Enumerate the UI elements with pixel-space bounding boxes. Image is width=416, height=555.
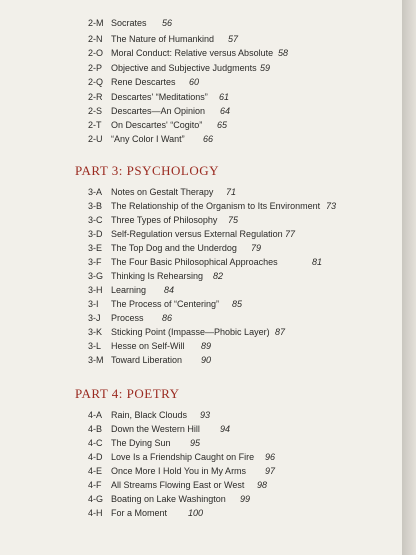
entry-title: The Four Basic Philosophical Approaches [111,257,278,267]
entry-title: The Dying Sun [111,438,171,448]
entry-page: 85 [232,299,243,309]
entry-code: 2-T [88,120,102,130]
entry-page: 64 [220,106,231,116]
entry-title: Down the Western Hill [111,424,200,434]
entry-page: 96 [265,452,276,462]
entry-code: 4-B [88,424,103,434]
entry-title: Rain, Black Clouds [111,410,188,420]
entry-title: Descartes—An Opinion [111,106,206,116]
entry-title: Sticking Point (Impasse—Phobic Layer) [111,327,270,337]
entry-page: 95 [190,438,201,448]
entry-title: Descartes' “Meditations” [111,92,208,102]
entry-page: 97 [265,466,276,476]
entry-page: 56 [162,18,173,28]
entry-page: 90 [201,355,212,365]
entry-code: 2-N [88,34,103,44]
entry-page: 59 [260,63,271,73]
entry-page: 66 [203,134,214,144]
entry-title: “Any Color I Want” [111,134,185,144]
entry-title: The Nature of Humankind [111,34,215,44]
entry-code: 2-S [88,106,103,116]
entry-page: 99 [240,494,251,504]
entry-code: 3-H [88,285,103,295]
entry-code: 3-G [88,271,104,281]
entry-code: 3-C [88,215,103,225]
entry-code: 3-L [88,341,102,351]
entry-code: 4-H [88,508,103,518]
entry-page: 71 [226,187,237,197]
entry-code: 3-E [88,243,103,253]
entry-code: 4-G [88,494,104,504]
entry-page: 79 [251,243,262,253]
entry-title: All Streams Flowing East or West [111,480,245,490]
entry-page: 57 [228,34,239,44]
page-edge [402,0,416,555]
entry-code: 2-O [88,48,104,58]
entry-title: Process [111,313,144,323]
entry-title: Objective and Subjective Judgments [111,63,257,73]
entry-page: 77 [285,229,296,239]
entry-page: 84 [164,285,175,295]
entry-title: Thinking Is Rehearsing [111,271,204,281]
entry-title: The Relationship of the Organism to Its Environment [111,201,321,211]
entry-page: 81 [312,257,323,267]
entry-page: 65 [217,120,228,130]
entry-code: 2-P [88,63,103,73]
entry-page: 58 [278,48,289,58]
entry-code: 2-R [88,92,103,102]
entry-page: 75 [228,215,239,225]
entry-code: 3-B [88,201,103,211]
entry-code: 4-F [88,480,102,490]
entry-title: Learning [111,285,147,295]
part-name: PSYCHOLOGY [126,163,220,178]
entry-code: 3-D [88,229,103,239]
entry-code: 3-J [88,313,101,323]
part-3-heading [75,163,219,179]
entry-page: 100 [188,508,204,518]
entry-code: 3-K [88,327,103,337]
part-name: POETRY [126,386,180,401]
entry-page: 89 [201,341,212,351]
entry-code: 3-I [88,299,99,309]
entry-title: Rene Descartes [111,77,176,87]
entry-code: 4-E [88,466,103,476]
entry-title: Moral Conduct: Relative versus Absolute [111,48,274,58]
entry-title: Once More I Hold You in My Arms [111,466,247,476]
entry-code: 3-M [88,355,104,365]
entry-title: On Descartes' “Cogito” [111,120,203,130]
entry-page: 93 [200,410,211,420]
entry-title: Boating on Lake Washington [111,494,226,504]
entry-page: 82 [213,271,224,281]
part-label: PART 4: [75,386,123,401]
entry-page: 98 [257,480,268,490]
entry-code: 4-D [88,452,103,462]
part-label: PART 3: [75,163,123,178]
entry-page: 94 [220,424,231,434]
entry-page: 73 [326,201,337,211]
entry-code: 3-F [88,257,102,267]
entry-title: Notes on Gestalt Therapy [111,187,214,197]
entry-title: Three Types of Philosophy [111,215,218,225]
entry-code: 3-A [88,187,103,197]
entry-code: 2-M [88,18,104,28]
entry-title: For a Moment [111,508,168,518]
entry-title: Hesse on Self-Will [111,341,185,351]
entry-code: 4-C [88,438,103,448]
entry-code: 2-Q [88,77,104,87]
entry-page: 60 [189,77,200,87]
entry-title: Love Is a Friendship Caught on Fire [111,452,255,462]
entry-page: 87 [275,327,286,337]
entry-code: 4-A [88,410,103,420]
entry-title: Toward Liberation [111,355,183,365]
entry-page: 61 [219,92,230,102]
entry-title: Socrates [111,18,147,28]
entry-title: Self-Regulation versus External Regulation [111,229,283,239]
entry-title: The Top Dog and the Underdog [111,243,237,253]
entry-title: The Process of “Centering” [111,299,220,309]
entry-code: 2-U [88,134,103,144]
part-4-heading [75,386,179,402]
entry-page: 86 [162,313,173,323]
